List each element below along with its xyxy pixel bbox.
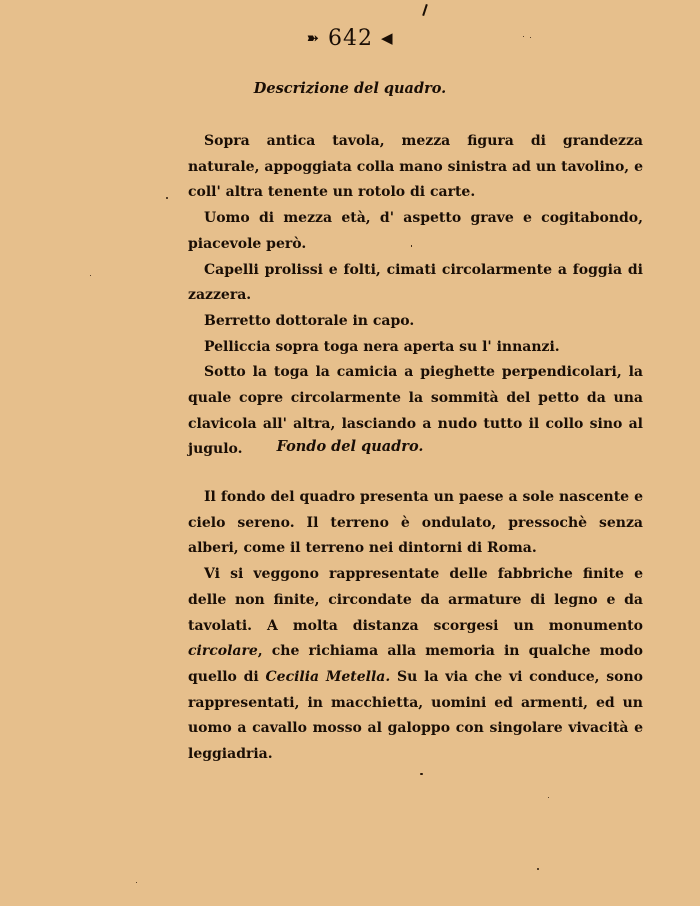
- ink-speck: [411, 245, 412, 247]
- ink-speck: [136, 882, 137, 883]
- ink-speck: [90, 275, 91, 276]
- ornament-right: ◀: [381, 29, 394, 47]
- italic-name: Cecilia Metella.: [265, 668, 391, 685]
- paragraph: [188, 562, 643, 768]
- italic-term: circolare: [188, 643, 258, 660]
- section-heading-background: Fondo del quadro.: [276, 438, 424, 455]
- paragraph-text: Su la via che vi conduce, sono rappresentati, in macchietta, uomini ed armenti, ed un uomo a cavallo mosso al galoppo con singolare vivacità e leggiadria.: [188, 668, 644, 763]
- ornament-left: ➽: [306, 29, 321, 47]
- section-heading-description: Descrizione del quadro.: [253, 80, 447, 97]
- paragraph: Sopra antica tavola, mezza figura di grandezza naturale, appoggiata colla mano sinistra ad un tavolino, e coll' altra tenente un rotolo di carte.: [188, 133, 643, 201]
- paragraph: Il fondo del quadro presenta un paese a sole nascente e cielo sereno. Il terreno è ondulato, pressochè senza alberi, come il terreno nei dintorni di Roma.: [188, 489, 643, 557]
- ink-speck: [530, 37, 531, 38]
- ink-speck: [537, 868, 539, 870]
- paragraph-text: Vi si veggono rappresentate delle fabbriche finite e delle non finite, circondate da armature di legno e da tavolati. A molta distanza scorgesi un monumento: [188, 566, 643, 634]
- background-section: [188, 485, 643, 768]
- ink-speck: [523, 36, 524, 37]
- ink-tick-mark: [422, 4, 428, 16]
- paragraph: Capelli prolissi e folti, cimati circolarmente a foggia di zazzera.: [188, 261, 643, 304]
- ink-speck: [166, 197, 168, 199]
- paragraph: Sotto la toga la camicia a pieghette perpendicolari, la quale copre circolarmente la sommità del petto da una clavicola all' altra, lasciando a nudo tutto il collo sino al jugulo.: [188, 364, 643, 458]
- paragraph: Berretto dottorale in capo.: [204, 312, 415, 329]
- page-header: [0, 26, 700, 51]
- page-number: 642: [328, 26, 374, 51]
- ink-speck: [548, 797, 549, 798]
- paragraph-text: , che richiama alla memoria in qualche modo quello di: [188, 643, 643, 685]
- ink-speck: [420, 773, 423, 775]
- paragraph: Uomo di mezza età, d' aspetto grave e cogitabondo, piacevole però.: [188, 210, 643, 252]
- paragraph: Pelliccia sopra toga nera aperta su l' innanzi.: [204, 338, 560, 355]
- description-section: [188, 129, 643, 463]
